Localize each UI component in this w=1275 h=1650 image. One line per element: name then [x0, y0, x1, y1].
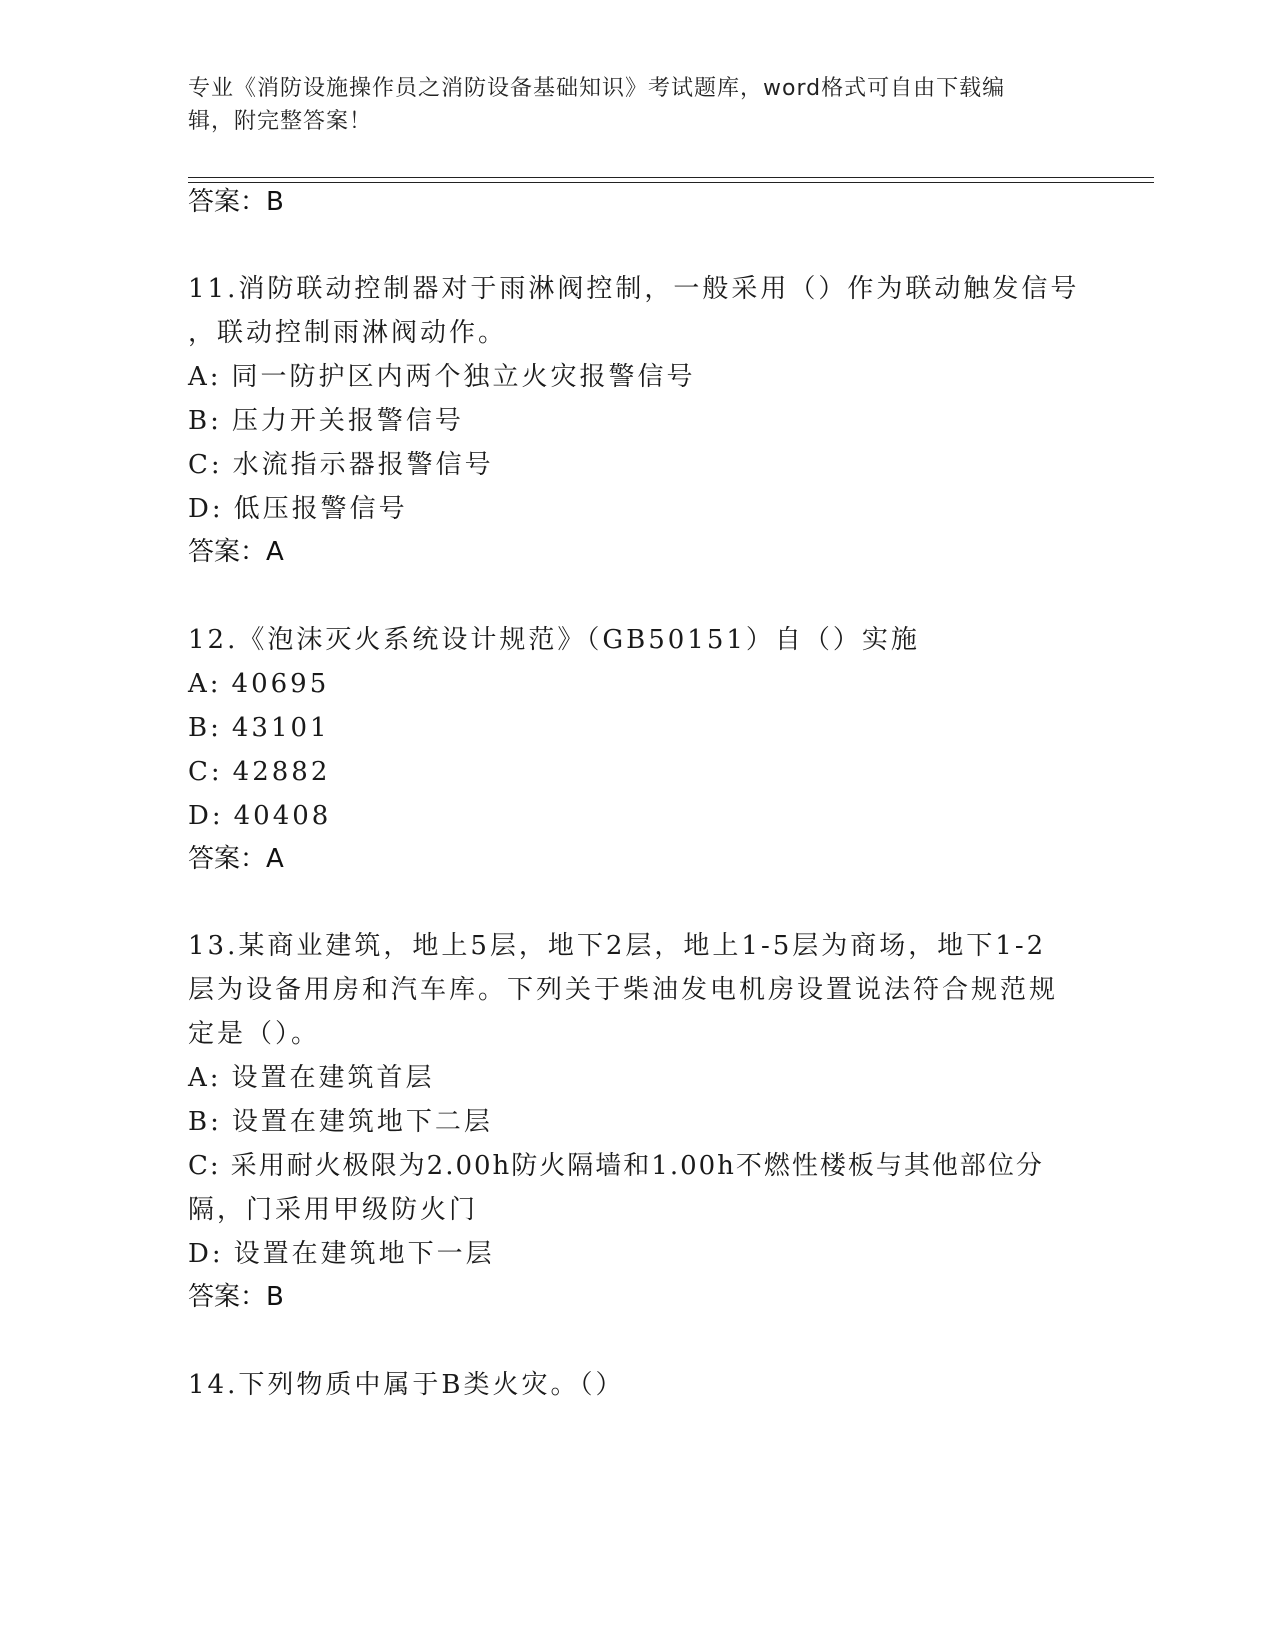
option-text: 同一防护区内两个独立火灾报警信号	[231, 362, 696, 392]
option-text: 采用耐火极限为2.00h防火隔墙和1.00h不燃性楼板与其他部位分	[230, 1151, 1044, 1181]
option-label: A:	[188, 1063, 222, 1093]
option-text: 43101	[231, 713, 330, 743]
header-divider-top	[188, 177, 1154, 178]
option-label: D:	[188, 494, 224, 524]
option-label: D:	[188, 1239, 224, 1269]
question-12-option-c	[188, 755, 1088, 789]
question-11-option-a	[188, 360, 1088, 394]
option-text: 40408	[233, 801, 332, 831]
option-label: C:	[188, 757, 223, 787]
option-text: 40695	[231, 669, 330, 699]
option-label: D:	[188, 801, 224, 831]
option-label: B:	[188, 406, 222, 436]
question-14-text-line-1: 14.下列物质中属于B类火灾。（）	[188, 1370, 625, 1400]
question-13-text-line-2: 层为设备用房和汽车库。下列关于柴油发电机房设置说法符合规范规	[188, 975, 1059, 1005]
document-header-note	[188, 72, 1068, 138]
option-label: B:	[188, 1107, 222, 1137]
question-11-text-line-2: ，联动控制雨淋阀动作。	[188, 318, 508, 348]
option-text: 设置在建筑地下一层	[233, 1239, 495, 1269]
question-13-text-line-1: 13.某商业建筑，地上5层，地下2层，地上1-5层为商场，地下1-2	[188, 931, 1047, 961]
header-divider-bottom	[188, 182, 1154, 183]
question-12-option-b	[188, 711, 1088, 745]
question-13-option-a	[188, 1061, 1088, 1095]
option-text: 低压报警信号	[233, 494, 408, 524]
option-text: 压力开关报警信号	[231, 406, 464, 436]
question-13-option-c-continued: 隔，门采用甲级防火门	[188, 1195, 479, 1225]
option-text: 水流指示器报警信号	[232, 450, 494, 480]
question-12-option-a	[188, 667, 1088, 701]
question-11-option-b	[188, 404, 1088, 438]
question-13-option-b	[188, 1105, 1088, 1139]
question-11-option-d	[188, 492, 1088, 526]
option-label: C:	[188, 1151, 221, 1181]
answer-q11: 答案：A	[188, 537, 284, 567]
option-text: 设置在建筑首层	[231, 1063, 435, 1093]
answer-q13: 答案：B	[188, 1282, 284, 1312]
header-line-1: 专业《消防设施操作员之消防设备基础知识》考试题库，word格式可自由下载编	[188, 76, 1006, 101]
option-text: 设置在建筑地下二层	[231, 1107, 493, 1137]
question-13-option-c	[188, 1149, 1088, 1183]
question-11-text-line-1: 11.消防联动控制器对于雨淋阀控制，一般采用（）作为联动触发信号	[188, 274, 1080, 304]
answer-q12: 答案：A	[188, 844, 284, 874]
question-12-option-d	[188, 799, 1088, 833]
option-label: A:	[188, 669, 222, 699]
option-text: 42882	[232, 757, 331, 787]
answer-q10: 答案：B	[188, 187, 284, 217]
question-11-option-c	[188, 448, 1088, 482]
question-12-text-line-1: 12.《泡沫灭火系统设计规范》（GB50151）自（）实施	[188, 625, 920, 655]
option-label: A:	[188, 362, 222, 392]
question-13-text-line-3: 定是（）。	[188, 1019, 321, 1049]
option-label: B:	[188, 713, 222, 743]
header-line-2: 辑，附完整答案！	[188, 109, 373, 134]
question-13-option-d	[188, 1237, 1088, 1271]
option-label: C:	[188, 450, 223, 480]
